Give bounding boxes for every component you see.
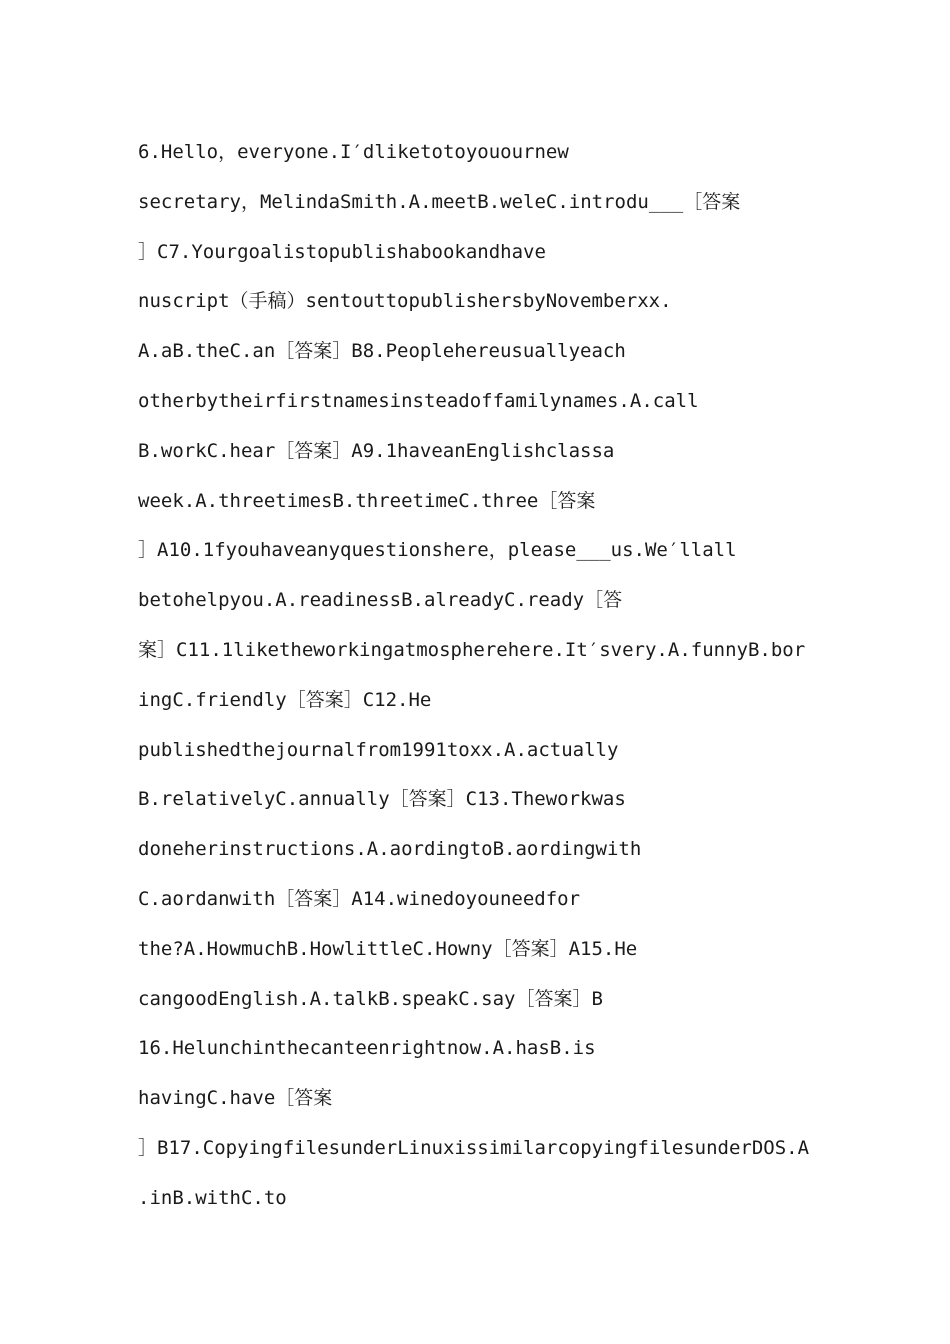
text-line: otherbytheirfirstnamesinsteadoffamilynames.A.call <box>138 389 699 412</box>
text-line: 案］C11.1liketheworkingatmospherehere.It′svery.A.funnyB.bor <box>138 638 806 661</box>
text-line: havingC.have［答案 <box>138 1087 333 1110</box>
text-line: A.aB.theC.an［答案］B8.Peoplehereusuallyeach <box>138 340 626 363</box>
text-line: betohelpyou.A.readinessB.alreadyC.ready［答 <box>138 589 623 612</box>
text-line: doneherinstructions.A.aordingtoB.aordingwith <box>138 838 642 861</box>
text-line: nuscript（手稿）sentouttopublishersbyNovemberxx. <box>138 290 672 313</box>
text-line: ingC.friendly［答案］C12.He <box>138 688 432 711</box>
text-line: ］C7.Yourgoalistopublishabookandhave <box>138 240 546 263</box>
document-body <box>138 128 818 1224</box>
text-line: week.A.threetimesB.threetimeC.three［答案 <box>138 489 596 512</box>
text-line: C.aordanwith［答案］A14.winedoyouneedfor <box>138 887 581 910</box>
text-line: secretary，MelindaSmith.A.meetB.weleC.introdu___［答案 <box>138 190 741 213</box>
text-line: 6.Hello，everyone.I′dliketotoyouournew <box>138 141 569 163</box>
text-line: B.relativelyC.annually［答案］C13.Theworkwas <box>138 788 626 811</box>
text-line: cangoodEnglish.A.talkB.speakC.say［答案］B <box>138 987 603 1010</box>
text-line: 16.Helunchinthecanteenrightnow.A.hasB.is <box>138 1037 596 1060</box>
text-line: ］B17.CopyingfilesunderLinuxissimilarcopyingfilesunderDOS.A <box>138 1136 810 1159</box>
text-line: B.workC.hear［答案］A9.1haveanEnglishclassa <box>138 439 615 462</box>
text-line: .inB.withC.to <box>138 1186 287 1209</box>
text-line: publishedthejournalfrom1991toxx.A.actually <box>138 738 619 761</box>
text-line: the?A.HowmuchB.HowlittleC.Howny［答案］A15.He <box>138 937 638 960</box>
text-line: ］A10.1fyouhaveanyquestionshere，please___us.We′llall <box>138 539 737 562</box>
